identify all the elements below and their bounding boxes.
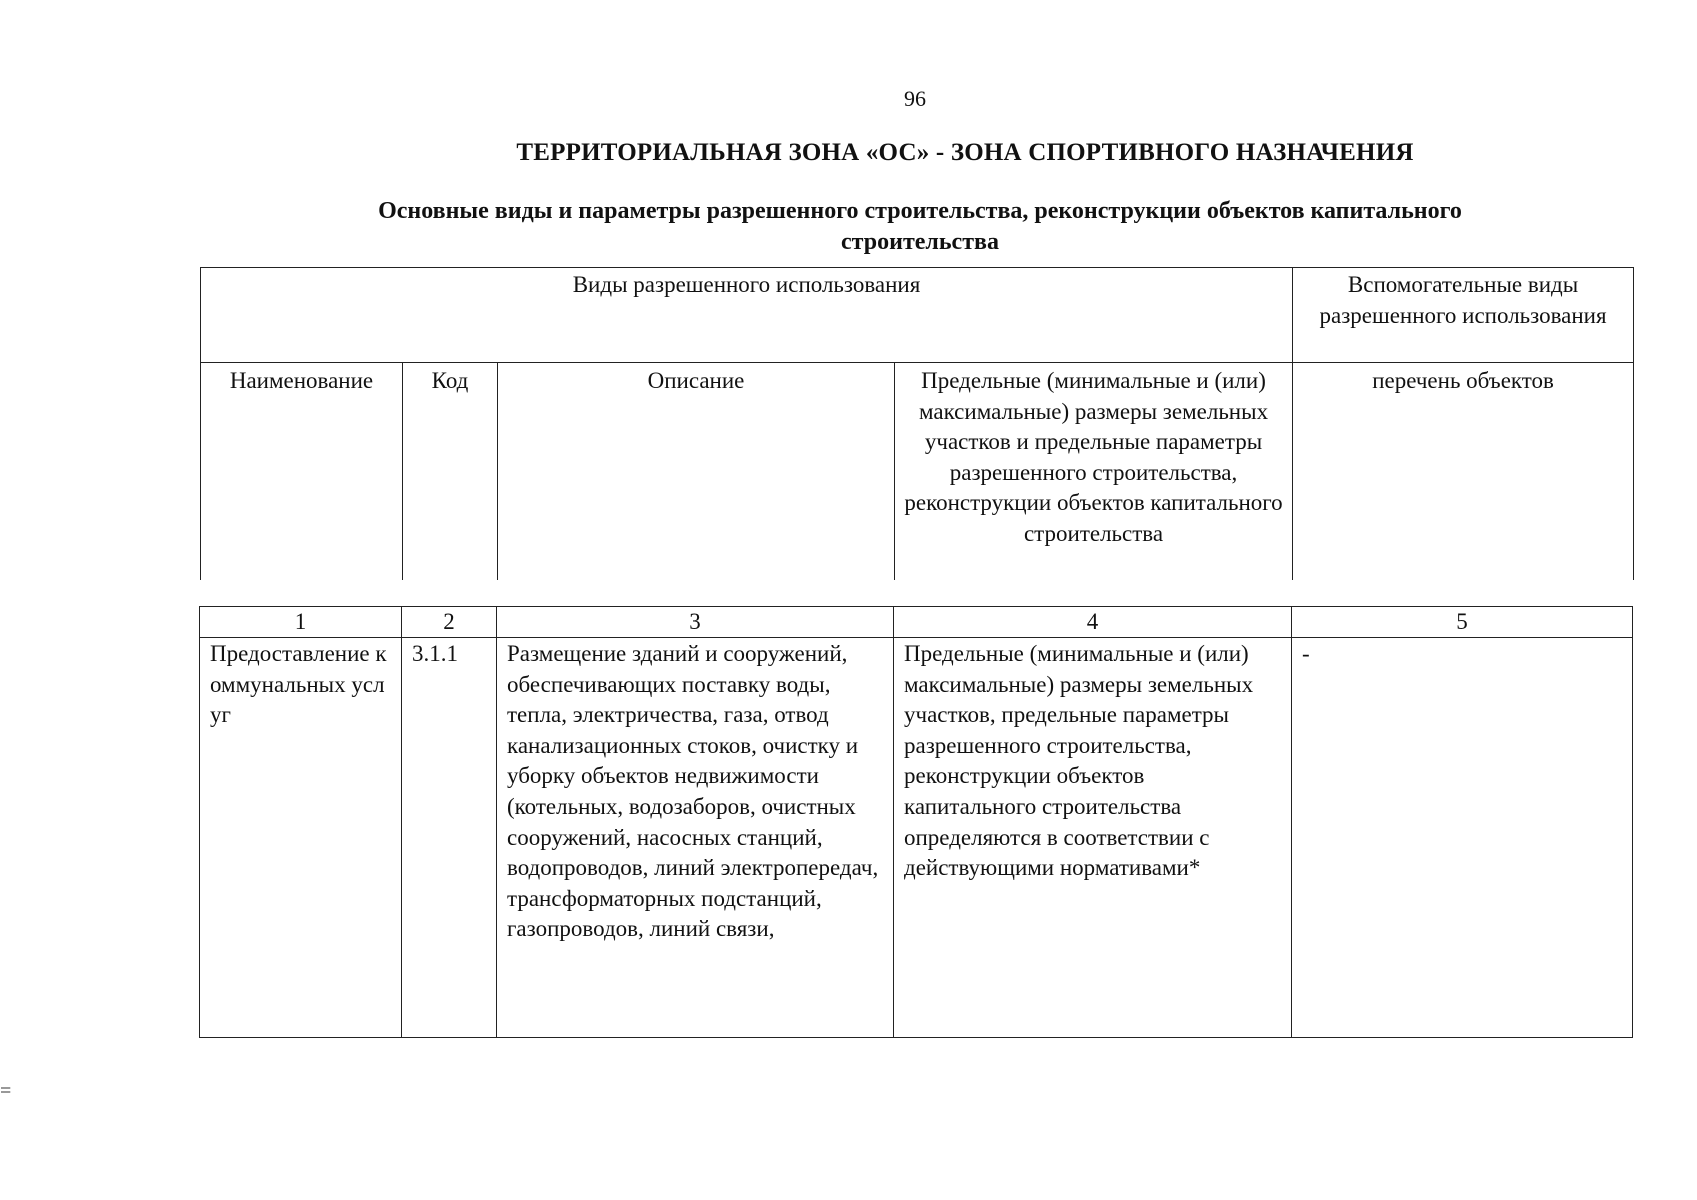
column-number: 3 <box>497 607 894 638</box>
column-number-row <box>200 607 1633 638</box>
header-col-objects: перечень объектов <box>1293 363 1634 581</box>
column-number: 1 <box>200 607 402 638</box>
column-number: 4 <box>894 607 1292 638</box>
header-col-description: Описание <box>498 363 895 581</box>
row-description: Размещение зданий и сооружений, обеспечивающих поставку воды, тепла, электричества, газа, отвод канализационных стоков, очистку и уборку объектов недвижимости (котельных, водозаборов, очистных сооружений, насосных станций, водопроводов, линий электропередач, трансформаторных подстанций, газопроводов, линий связи, <box>497 638 894 1038</box>
header-main-group: Виды разрешенного использования <box>201 268 1293 363</box>
margin-mark: = <box>0 1080 12 1102</box>
section-title: Основные виды и параметры разрешенного строительства, реконструкции объектов капитального строительства <box>378 198 1462 255</box>
header-col-name: Наименование <box>201 363 403 581</box>
column-number: 2 <box>402 607 497 638</box>
column-number: 5 <box>1292 607 1633 638</box>
header-col-parameters: Предельные (минимальные и (или) максимальные) размеры земельных участков и предельные параметры разрешенного строительства, реконструкции объектов капитального строительства <box>895 363 1293 581</box>
row-name: Предоставление коммунальных услуг <box>200 638 402 1038</box>
header-aux-group: Вспомогательные виды разрешенного использования <box>1293 268 1634 363</box>
row-parameters: Предельные (минимальные и (или) максимальные) размеры земельных участков, предельные параметры разрешенного строительства, реконструкции объектов капитального строительства определяются в соответствии с действующими нормативами* <box>894 638 1292 1038</box>
table-row <box>200 638 1633 1038</box>
row-objects: - <box>1292 638 1633 1038</box>
header-table <box>200 267 1634 580</box>
data-table <box>199 606 1633 1038</box>
header-col-code: Код <box>403 363 498 581</box>
row-code: 3.1.1 <box>402 638 497 1038</box>
zone-title: ТЕРРИТОРИАЛЬНАЯ ЗОНА «ОС» - ЗОНА СПОРТИВНОГО НАЗНАЧЕНИЯ <box>516 139 1414 166</box>
page-number: 96 <box>904 86 926 111</box>
